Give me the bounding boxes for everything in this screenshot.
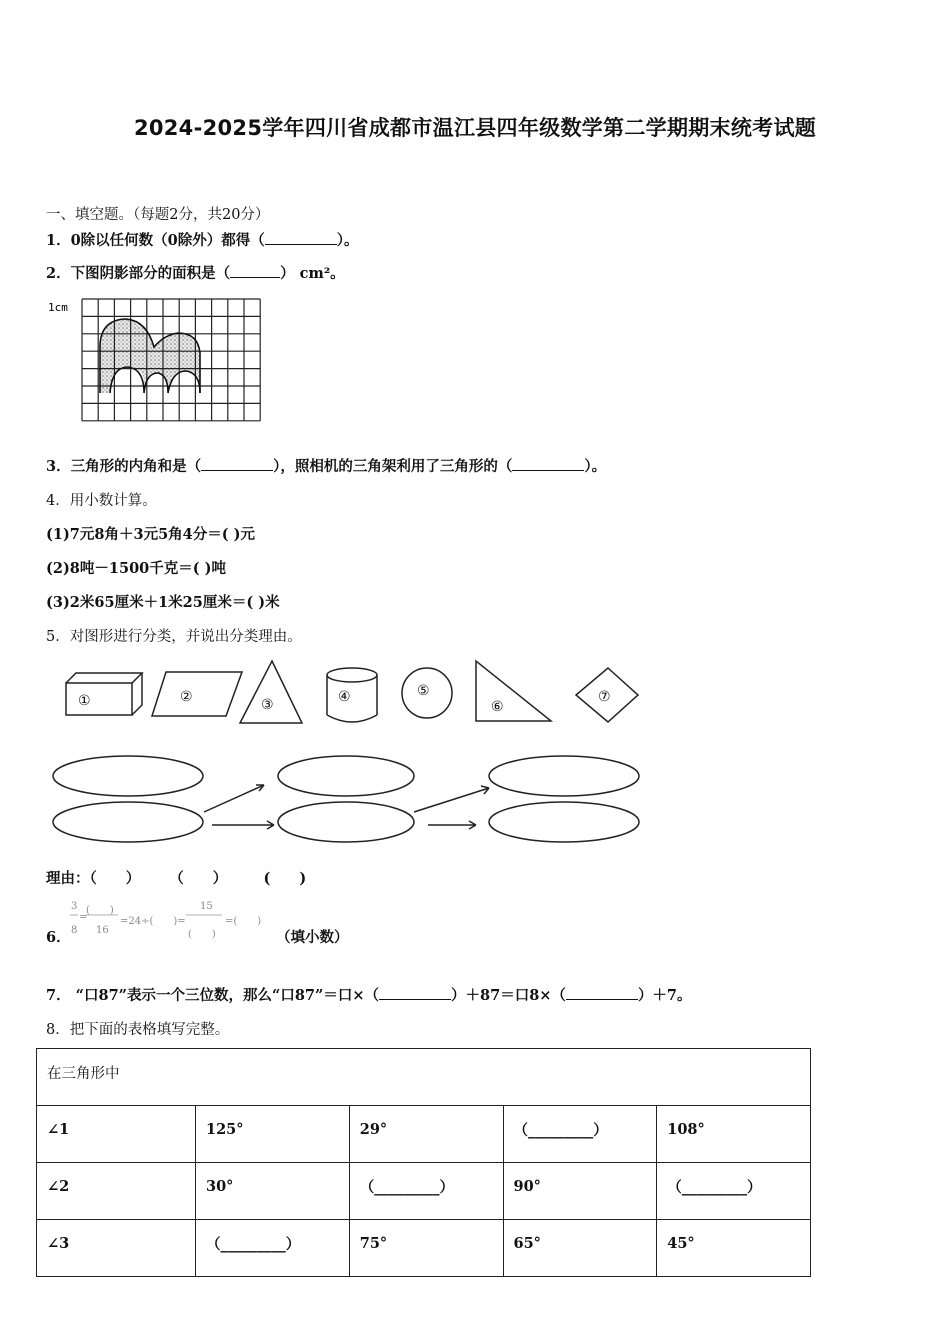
q3-text-b: ），照相机的三角架利用了三角形的（ <box>273 458 513 475</box>
table-row <box>37 1220 811 1277</box>
parallelogram-shape <box>152 672 242 716</box>
table-cell: 108° <box>657 1106 811 1163</box>
row-label: ∠1 <box>37 1106 196 1163</box>
shape-label: ⑤ <box>417 683 430 699</box>
table-cell-blank[interactable]: （_________） <box>349 1163 503 1220</box>
classification-oval[interactable] <box>278 802 414 842</box>
expression-middle[interactable]: =24÷( )= <box>120 916 186 927</box>
shape-label: ⑦ <box>598 689 611 705</box>
question-7 <box>46 984 692 1005</box>
frac-numerator[interactable]: ( ) <box>86 905 114 916</box>
question-4-part-2: (2)8吨－1500千克＝( )吨 <box>46 560 227 577</box>
section-heading: 一、填空题。（每题2分，共20分） <box>46 207 270 223</box>
classification-oval[interactable] <box>489 802 639 842</box>
page-title: 2024-2025学年四川省成都市温江县四年级数学第二学期期末统考试题 <box>133 116 817 140</box>
cylinder-shape <box>327 668 377 722</box>
circle-shape <box>402 668 452 718</box>
table-cell: 65° <box>503 1220 657 1277</box>
frac-denominator: 16 <box>96 925 109 936</box>
question-5-head: 5．对图形进行分类，并说出分类理由。 <box>46 629 302 645</box>
question-4-part-1: (1)7元8角＋3元5角4分＝( )元 <box>46 526 256 543</box>
question-6-tail: （填小数） <box>276 929 349 946</box>
question-4-head: 4．用小数计算。 <box>46 493 157 509</box>
classification-oval[interactable] <box>53 756 203 796</box>
arrow-icon <box>204 785 489 829</box>
grid-figure <box>46 295 268 425</box>
answer-blank[interactable] <box>512 456 584 471</box>
equals-sign: = <box>79 912 88 923</box>
fraction-bars <box>70 913 270 917</box>
question-3 <box>46 455 606 476</box>
table-row <box>37 1163 811 1220</box>
q7-text-b: ）＋87＝口8×（ <box>451 987 566 1004</box>
frac-numerator: 3 <box>71 901 78 912</box>
triangle-shape <box>240 661 302 723</box>
shape-label: ① <box>78 693 91 709</box>
shape-label: ④ <box>338 689 351 705</box>
row-label: ∠2 <box>37 1163 196 1220</box>
table-title: 在三角形中 <box>37 1049 811 1106</box>
shape-label: ② <box>180 689 193 705</box>
row-label: ∠3 <box>37 1220 196 1277</box>
q1-text-end: ）。 <box>336 232 359 249</box>
question-4-part-3: (3)2米65厘米＋1米25厘米＝( )米 <box>46 594 280 611</box>
question-2 <box>46 262 345 283</box>
q3-text-c: ）。 <box>584 458 607 475</box>
frac-denominator[interactable]: ( ) <box>188 929 216 940</box>
classification-oval[interactable] <box>53 802 203 842</box>
table-cell: 125° <box>196 1106 350 1163</box>
classification-oval[interactable] <box>278 756 414 796</box>
table-cell-blank[interactable]: （_________） <box>196 1220 350 1277</box>
table-cell: 30° <box>196 1163 350 1220</box>
table-cell-blank[interactable]: （_________） <box>657 1163 811 1220</box>
table-cell: 90° <box>503 1163 657 1220</box>
answer-blank[interactable] <box>230 263 280 278</box>
right-triangle-shape <box>476 661 551 721</box>
frac-denominator: 8 <box>71 925 78 936</box>
table-cell-blank[interactable]: （_________） <box>503 1106 657 1163</box>
scale-label: 1cm <box>48 301 68 314</box>
q1-text: 1．0除以任何数（0除外）都得（ <box>46 232 265 249</box>
diamond-shape <box>576 668 638 722</box>
table-row <box>37 1106 811 1163</box>
table-cell: 45° <box>657 1220 811 1277</box>
q3-text-a: 3．三角形的内角和是（ <box>46 458 202 475</box>
question-5-reason: 理由：（ ） （ ） ( ) <box>46 870 307 887</box>
question-8-head: 8．把下面的表格填写完整。 <box>46 1022 230 1038</box>
q2-text: 2．下图阴影部分的面积是（ <box>46 265 231 282</box>
question-6-number: 6． <box>46 929 71 946</box>
shape-label: ⑥ <box>491 699 504 715</box>
answer-blank[interactable] <box>566 985 638 1000</box>
answer-blank[interactable] <box>379 985 451 1000</box>
question-1 <box>46 229 359 250</box>
answer-blank[interactable] <box>265 230 337 245</box>
shapes-figure <box>46 655 656 845</box>
q7-text-c: ）＋7。 <box>637 987 692 1004</box>
table-cell: 75° <box>349 1220 503 1277</box>
shape-label: ③ <box>261 697 274 713</box>
frac-numerator: 15 <box>200 901 213 912</box>
q7-text-a: 7． “口87”表示一个三位数，那么“口87”＝口×（ <box>46 987 380 1004</box>
q2-text-end: ） cm²。 <box>280 265 345 282</box>
answer-blank[interactable] <box>201 456 273 471</box>
cuboid-shape <box>66 673 142 715</box>
angle-table <box>36 1048 811 1277</box>
expression-end[interactable]: =( ) <box>225 916 262 927</box>
table-cell: 29° <box>349 1106 503 1163</box>
classification-oval[interactable] <box>489 756 639 796</box>
